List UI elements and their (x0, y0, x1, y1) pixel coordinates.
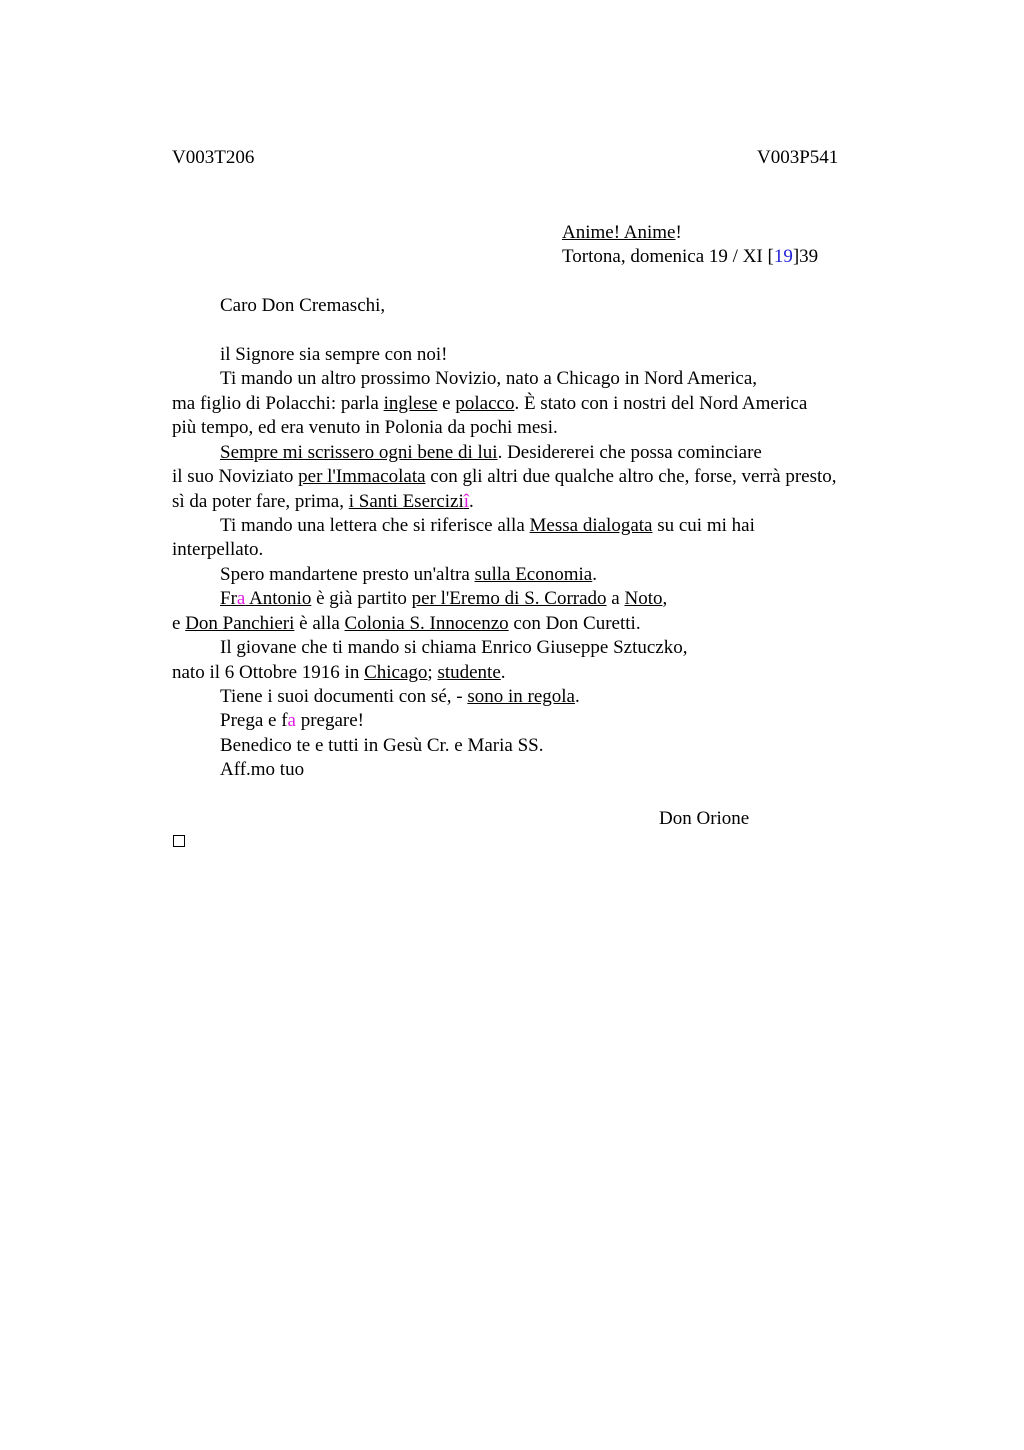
body-line-18: Aff.mo tuo (220, 759, 305, 780)
text-span: a (606, 588, 625, 609)
body-line-3 (172, 392, 807, 416)
text-span: il suo Noviziato (172, 466, 299, 487)
text-span: è già partito (311, 588, 412, 609)
signature: Don Orione (659, 808, 750, 829)
editorial-mark: a (287, 710, 296, 731)
underlined-text: Noto (624, 588, 663, 609)
body-line-9: interpellato. (172, 539, 264, 560)
motto-exclamation: ! (675, 222, 682, 243)
text-span: Fr (220, 588, 237, 609)
text-span: e (172, 613, 186, 634)
underlined-text: per l'Immacolata (298, 466, 426, 487)
underlined-text: sulla Economia (474, 564, 593, 585)
body-line-7 (172, 490, 474, 514)
body-line-10 (220, 563, 597, 587)
editorial-mark: î (463, 491, 470, 512)
underlined-text: inglese (383, 393, 438, 414)
text-span: nato il 6 Ottobre 1916 in (172, 662, 365, 683)
text-span: pregare! (295, 710, 364, 731)
text-span: su cui mi hai (652, 515, 755, 536)
body-line-12 (172, 612, 641, 636)
editorial-mark: a (236, 588, 246, 609)
text-span: , (662, 588, 668, 609)
underlined-text: Sempre mi scrissero ogni bene di lui (220, 442, 498, 463)
text-span: . (469, 491, 474, 512)
body-line-13: Il giovane che ti mando si chiama Enrico Giuseppe Sztuczko, (220, 637, 688, 658)
text-span: è alla (294, 613, 345, 634)
date-text-end: ]39 (792, 246, 819, 267)
underlined-text: sono in regola (467, 686, 575, 707)
date-text: Tortona, domenica 19 / XI [ (562, 246, 774, 267)
text-span: . È stato con i nostri del Nord America (514, 393, 808, 414)
text-span: . (500, 662, 506, 683)
motto-underlined: Anime! Anime (562, 222, 676, 243)
underlined-text: studente (437, 662, 501, 683)
body-line-4: più tempo, ed era venuto in Polonia da pochi mesi. (172, 417, 558, 438)
text-span: sì da poter fare, prima, (172, 491, 349, 512)
body-line-5 (220, 441, 762, 465)
underlined-text: Don Panchieri (185, 613, 295, 634)
square-icon (173, 835, 185, 847)
body-line-11 (220, 587, 667, 611)
date-line (562, 245, 818, 269)
text-span: con gli altri due qualche altro che, forse, verrà presto, (425, 466, 837, 487)
underlined-text (220, 588, 311, 609)
text-span: Prega e f (220, 710, 288, 731)
body-line-17: Benedico te e tutti in Gesù Cr. e Maria SS. (220, 735, 544, 756)
body-line-8 (220, 514, 755, 538)
body-line-2: Ti mando un altro prossimo Novizio, nato a Chicago in Nord America, (220, 368, 758, 389)
text-span: . (574, 686, 580, 707)
underlined-text: Chicago (364, 662, 428, 683)
body-line-1: il Signore sia sempre con noi! (220, 344, 448, 365)
document-code-right: V003P541 (757, 147, 839, 168)
text-span: Spero mandartene presto un'altra (220, 564, 475, 585)
text-span: i Santi Esercizi (348, 491, 464, 512)
underlined-text: per l'Eremo di S. Corrado (411, 588, 607, 609)
motto-line (562, 221, 682, 245)
document-code-left: V003T206 (172, 147, 255, 168)
text-span: e (437, 393, 456, 414)
text-span: Ti mando una lettera che si riferisce alla (220, 515, 530, 536)
text-span: ; (427, 662, 438, 683)
underlined-text: polacco (455, 393, 515, 414)
text-span: Antonio (245, 588, 312, 609)
body-line-14 (172, 661, 506, 685)
text-span: . (592, 564, 597, 585)
body-line-16 (220, 709, 364, 733)
body-line-15 (220, 685, 580, 709)
text-span: Tiene i suoi documenti con sé, - (220, 686, 468, 707)
text-span: ma figlio di Polacchi: parla (172, 393, 384, 414)
underlined-text: Messa dialogata (529, 515, 653, 536)
underlined-text (349, 491, 469, 512)
text-span: . Desidererei che possa cominciare (497, 442, 762, 463)
date-year-editorial: 19 (773, 246, 793, 267)
underlined-text: Colonia S. Innocenzo (344, 613, 509, 634)
text-span: con Don Curetti. (508, 613, 641, 634)
salutation: Caro Don Cremaschi, (220, 295, 386, 316)
body-line-6 (172, 465, 837, 489)
